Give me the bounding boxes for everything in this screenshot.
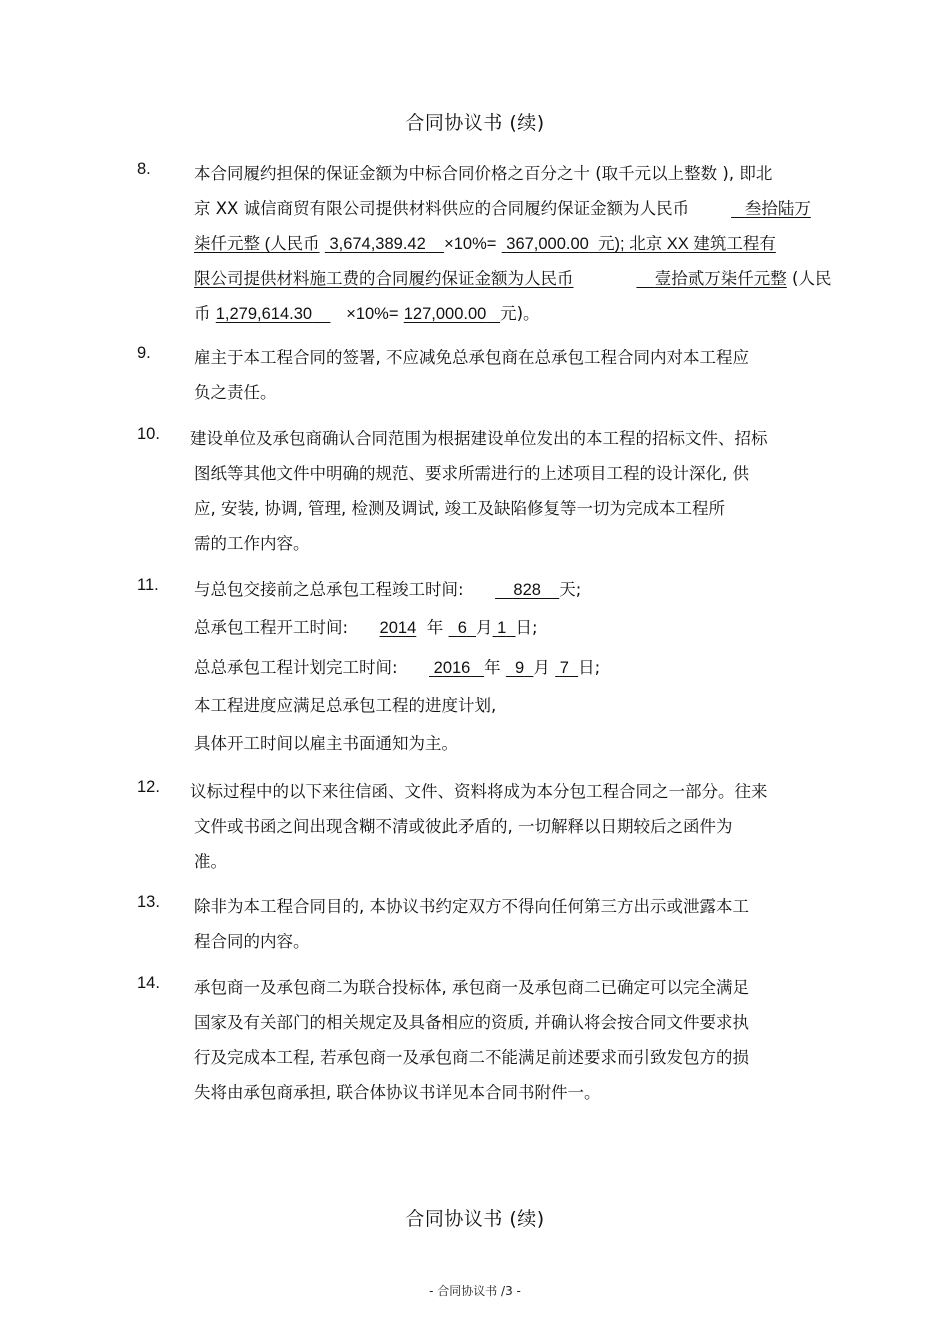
base-amount [325,235,444,253]
end-year-value: 2016 [433,659,471,677]
clause-text: 日; [578,658,601,677]
end-month-value: 9 [515,659,525,677]
guarantee-amount [404,305,500,323]
clause-line [194,300,540,324]
clause-line: 图纸等其他文件中明确的规范、要求所需进行的上述项目工程的设计深化, 供 [194,464,749,483]
clause-text: 限公司提供材料施工费的合同履约保证金额为人民币 [194,270,574,288]
clause-line: 失将由承包商承担, 联合体协议书详见本合同书附件一。 [194,1083,601,1102]
clause-text: 京 XX 诚信商贸有限公司提供材料供应的合同履约保证金额为人民币 [194,199,690,218]
start-year: 2014 [379,619,417,637]
clause-line [194,265,831,289]
page-footer: - 合同协议书 /3 - [429,1284,521,1298]
start-month-value: 6 [457,619,467,637]
base-amount-value: 1,279,614.30 [215,305,313,323]
clause-line: 程合同的内容。 [194,932,310,951]
guarantee-amount-value: 127,000.00 [403,305,487,323]
end-year [429,659,484,677]
clause-line: 应, 安装, 协调, 管理, 检测及调试, 竣工及缺陷修复等一切为完成本工程所 [194,499,725,518]
clause-line: 国家及有关部门的相关规定及具备相应的资质, 并确认将会按合同文件要求执 [194,1013,749,1032]
clause-number: 13. [137,893,160,911]
clause-line: 本工程进度应满足总承包工程的进度计划, [194,696,497,715]
clause-line: 文件或书函之间出现含糊不清或彼此矛盾的, 一切解释以日期较后之函件为 [194,817,733,836]
clause-line: 雇主于本工程合同的签署, 不应减免总承包商在总承包工程合同内对本工程应 [194,348,749,367]
clause-line: 准。 [194,852,227,871]
duration-value: 828 [513,581,541,599]
clause-text: 总承包工程开工时间: [194,618,349,637]
clause-line: 本合同履约担保的保证金额为中标合同价格之百分之十 (取千元以上整数 ), 即北 [194,164,773,183]
clause-text: 年 [484,658,501,677]
clause-text: 天; [559,580,582,599]
clause-line: 建设单位及承包商确认合同范围为根据建设单位发出的本工程的招标文件、招标 [190,429,768,448]
clause-number: 12. [137,778,160,796]
clause-text: 币 [194,304,211,323]
clause-line: 需的工作内容。 [194,534,310,553]
clause-text: 与总包交接前之总承包工程竣工时间: [194,580,464,599]
clause-line [194,654,600,678]
clause-line: 行及完成本工程, 若承包商一及承包商二不能满足前述要求而引致发包方的损 [194,1048,749,1067]
clause-text: (人民 [792,269,832,288]
start-day-value: 1 [497,619,507,637]
amount-in-words-cont: 柒仟元整 (人民币 [194,235,320,253]
clause-line [194,195,811,219]
rate-text: ×10%= [444,235,497,253]
page-title-top: 合同协议书 (续) [405,112,545,134]
clause-text: 总总承包工程计划完工时间: [194,658,398,677]
guarantee-amount-value: 367,000.00 [506,235,589,253]
clause-line: 除非为本工程合同目的, 本协议书约定双方不得向任何第三方出示或泄露本工 [194,897,749,916]
clause-number: 9. [137,344,151,362]
clause-line: 承包商一及承包商二为联合投标体, 承包商一及承包商二已确定可以完全满足 [194,978,749,997]
clause-number: 14. [137,974,160,992]
clause-text: 元); 北京 XX 建筑工程有 [598,235,776,253]
clause-line [194,614,538,638]
clause-line: 议标过程中的以下来往信函、文件、资料将成为本分包工程合同之一部分。往来 [190,782,768,801]
end-day-value: 7 [559,659,569,677]
end-day [555,659,578,677]
clause-line [194,230,776,254]
clause-text: 年 [426,618,444,637]
start-day [493,619,516,637]
clause-number: 11. [137,576,159,594]
clause-text: 月 [533,658,550,677]
clause-text: 日; [515,618,538,637]
base-amount [216,305,331,323]
clause-number: 8. [137,160,151,178]
duration-days [495,581,559,599]
guarantee-amount [502,235,598,253]
clause-text: 元)。 [500,304,540,323]
amount-words-value: 壹拾贰万柒仟元整 [654,270,787,288]
base-amount-value: 3,674,389.42 [329,235,426,253]
page-title-bottom: 合同协议书 (续) [405,1208,545,1230]
amount-in-words [731,200,811,218]
clause-line: 具体开工时间以雇主书面通知为主。 [194,734,458,753]
clause-number: 10. [137,425,160,443]
amount-words-value: 叁拾陆万 [744,200,811,218]
start-month [449,619,477,637]
rate-text: ×10%= [346,305,399,323]
amount-in-words [636,270,786,288]
clause-text: 月 [476,618,493,637]
clause-line: 负之责任。 [194,383,277,402]
end-month [506,659,534,677]
clause-line [194,576,581,600]
